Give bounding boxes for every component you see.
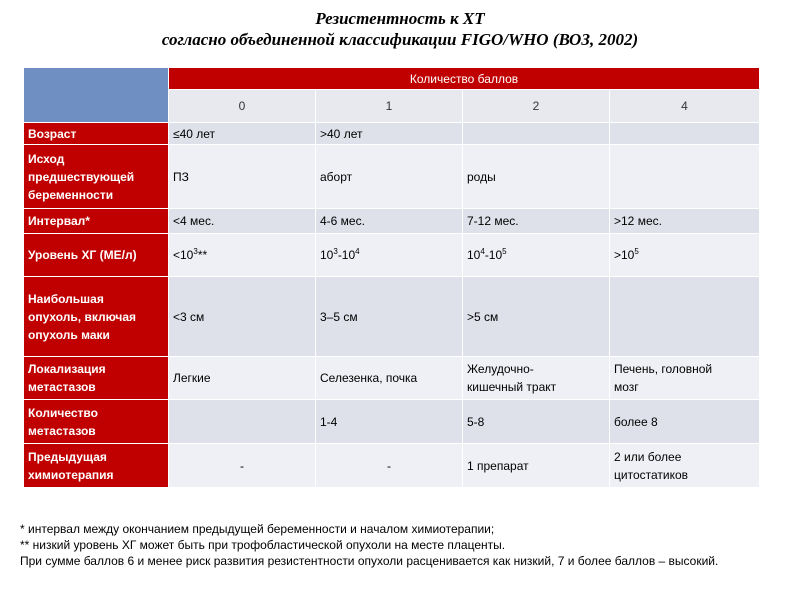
value-text: <10: [173, 248, 194, 262]
row-label-localization: [24, 357, 169, 400]
table-row-outcome: [24, 145, 760, 209]
value-text: >10: [614, 248, 635, 262]
table-cell: [610, 145, 760, 209]
label-line: Наибольшая: [28, 291, 104, 306]
table-cell: [610, 277, 760, 357]
table-cell: более 8: [610, 400, 760, 444]
value-text: -10: [484, 248, 503, 262]
label-line: Локализация: [28, 362, 106, 376]
title-line-1: Резистентность к ХТ: [315, 9, 485, 28]
table-cell: >5 см: [463, 277, 610, 357]
footnote-hcg: ** низкий уровень ХГ может быть при трофобластической опухоли на месте плаценты.: [20, 538, 506, 552]
table-row-age: [24, 123, 760, 145]
label-line: химиотерапия: [28, 467, 114, 482]
table-cell: 5-8: [463, 400, 610, 444]
table-cell: Легкие: [169, 357, 316, 400]
table-cell: [610, 123, 760, 145]
row-label-mets-count: [24, 400, 169, 444]
table-cell: >12 мес.: [610, 209, 760, 234]
exponent: 3: [333, 247, 338, 256]
table-row-hcg: [24, 234, 760, 277]
table-cell: [610, 234, 760, 277]
table-cell: [610, 357, 760, 400]
group-header-row: [24, 68, 760, 90]
corner-cell: [24, 68, 169, 123]
value-text: -10: [337, 248, 356, 262]
table-cell: -: [169, 444, 316, 488]
table-cell: 1 препарат: [463, 444, 610, 488]
label-line: метастазов: [28, 380, 96, 394]
score-0-header: 0: [169, 90, 316, 123]
label-line: опухоль, включая: [28, 309, 137, 324]
table-cell: [463, 123, 610, 145]
table-cell: ≤40 лет: [169, 123, 316, 145]
table-row-tumor: [24, 277, 760, 357]
table-cell: [610, 444, 760, 488]
table-row-interval: [24, 209, 760, 234]
table-cell: [169, 400, 316, 444]
table-cell: [463, 234, 610, 277]
label-line: опухоль маки: [28, 327, 110, 342]
cell-line: Желудочно-: [467, 362, 534, 376]
row-label-age: Возраст: [24, 123, 169, 145]
cell-line: кишечный тракт: [467, 380, 557, 394]
row-label-interval: Интервал*: [24, 209, 169, 234]
table-cell: 3–5 см: [316, 277, 463, 357]
exponent: 4: [355, 247, 360, 256]
value-text: 10: [467, 248, 481, 262]
table-cell: <4 мес.: [169, 209, 316, 234]
label-line: беременности: [28, 187, 114, 202]
score-table: [23, 67, 760, 488]
label-line: метастазов: [28, 423, 96, 438]
row-label-prior-chemo: [24, 444, 169, 488]
row-label-outcome: [24, 145, 169, 209]
exponent: 5: [634, 247, 639, 256]
table-cell: роды: [463, 145, 610, 209]
table-row-prior-chemo: [24, 444, 760, 488]
row-label-tumor: [24, 277, 169, 357]
cell-line: цитостатиков: [614, 467, 689, 482]
table-cell: <3 см: [169, 277, 316, 357]
footnotes: [20, 521, 740, 569]
footnote-score-rule: При сумме баллов 6 и менее риск развития резистентности опухоли расценивается как низкий, 7 и более баллов – высокий.: [20, 554, 719, 568]
label-line: Количество: [28, 405, 98, 420]
label-line: Исход: [28, 151, 65, 166]
table-cell: аборт: [316, 145, 463, 209]
table-cell: [463, 357, 610, 400]
table-cell: Селезенка, почка: [316, 357, 463, 400]
table-cell: -: [316, 444, 463, 488]
table-cell: 7-12 мес.: [463, 209, 610, 234]
label-line: предшествующей: [28, 169, 135, 184]
cell-line: мозг: [614, 380, 639, 394]
label-line: Предыдущая: [28, 449, 107, 464]
cell-line: Печень, головной: [614, 362, 713, 376]
score-1-header: 1: [316, 90, 463, 123]
table-row-localization: [24, 357, 760, 400]
value-text: **: [197, 248, 208, 262]
table-cell: 1-4: [316, 400, 463, 444]
table-cell: 4-6 мес.: [316, 209, 463, 234]
table-cell: [169, 234, 316, 277]
exponent: 5: [502, 247, 507, 256]
table-cell: >40 лет: [316, 123, 463, 145]
table-row-mets-count: [24, 400, 760, 444]
exponent: 3: [193, 247, 198, 256]
score-4-header: 4: [610, 90, 760, 123]
row-label-hcg: Уровень ХГ (МЕ/л): [24, 234, 169, 277]
table-cell: ПЗ: [169, 145, 316, 209]
score-group-header: Количество баллов: [169, 68, 760, 90]
table-cell: [316, 234, 463, 277]
slide-title: [0, 8, 800, 50]
score-2-header: 2: [463, 90, 610, 123]
footnote-interval: * интервал между окончанием предыдущей беременности и началом химиотерапии;: [20, 522, 495, 536]
value-text: 10: [320, 248, 334, 262]
exponent: 4: [480, 247, 485, 256]
title-line-2: согласно объединенной классификации FIGO/WHO (ВОЗ, 2002): [161, 30, 639, 49]
cell-line: 2 или более: [614, 449, 682, 464]
